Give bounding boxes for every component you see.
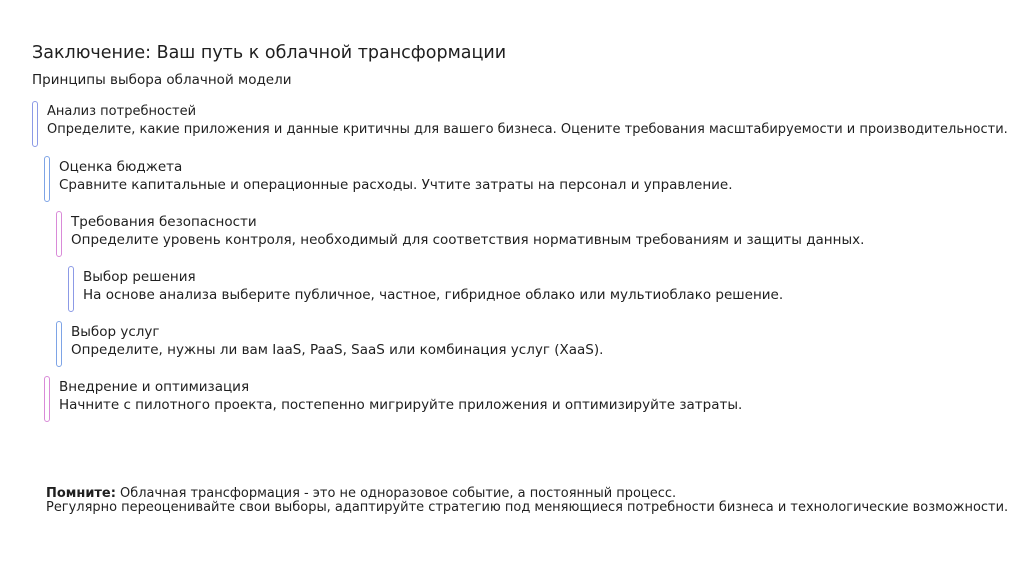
step-text <box>59 158 733 194</box>
step-description: Сравните капитальные и операционные расходы. Учтите затраты на персонал и управление. <box>59 177 733 193</box>
step-title: Внедрение и оптимизация <box>59 379 250 395</box>
reminder-text: Облачная трансформация - это не одноразовое событие, а постоянный процесс. <box>115 486 677 501</box>
step-budget-assessment <box>44 156 744 204</box>
step-title: Анализ потребностей <box>47 104 197 119</box>
step-text <box>83 268 783 304</box>
step-text <box>59 378 742 414</box>
step-needs-analysis <box>32 101 1022 149</box>
step-accent-bar <box>44 156 50 202</box>
step-text <box>71 213 864 249</box>
step-accent-bar <box>32 101 38 147</box>
slide-subtitle: Принципы выбора облачной модели <box>32 72 292 88</box>
step-title: Выбор услуг <box>71 324 160 340</box>
step-services-choice <box>56 321 616 369</box>
step-description: Начните с пилотного проекта, постепенно мигрируйте приложения и оптимизируйте затраты. <box>59 397 743 413</box>
step-description: На основе анализа выберите публичное, частное, гибридное облако или мультиоблако решение. <box>83 287 784 303</box>
step-implementation-optimization <box>44 376 744 424</box>
step-accent-bar <box>56 321 62 367</box>
step-accent-bar <box>56 211 62 257</box>
step-title: Требования безопасности <box>71 214 257 230</box>
step-title: Оценка бюджета <box>59 159 183 175</box>
reminder-line-1 <box>46 487 1008 501</box>
step-description: Определите, какие приложения и данные критичны для вашего бизнеса. Оцените требования масштабируемости и производительности. <box>47 122 1008 137</box>
step-accent-bar <box>68 266 74 312</box>
step-description: Определите уровень контроля, необходимый для соответствия нормативным требованиям и защиты данных. <box>71 232 865 248</box>
step-title: Выбор решения <box>83 269 196 285</box>
step-solution-choice <box>68 266 788 314</box>
reminder-note <box>46 487 1008 515</box>
step-accent-bar <box>44 376 50 422</box>
step-security-requirements <box>56 211 865 259</box>
slide-title: Заключение: Ваш путь к облачной трансформации <box>32 43 507 63</box>
reminder-label: Помните: <box>46 486 116 501</box>
step-description: Определите, нужны ли вам IaaS, PaaS, SaaS или комбинация услуг (XaaS). <box>71 342 604 358</box>
step-text <box>71 323 603 359</box>
step-text <box>47 103 1008 139</box>
reminder-line-2: Регулярно переоценивайте свои выборы, адаптируйте стратегию под меняющиеся потребности бизнеса и технологические возможности. <box>46 500 1009 515</box>
